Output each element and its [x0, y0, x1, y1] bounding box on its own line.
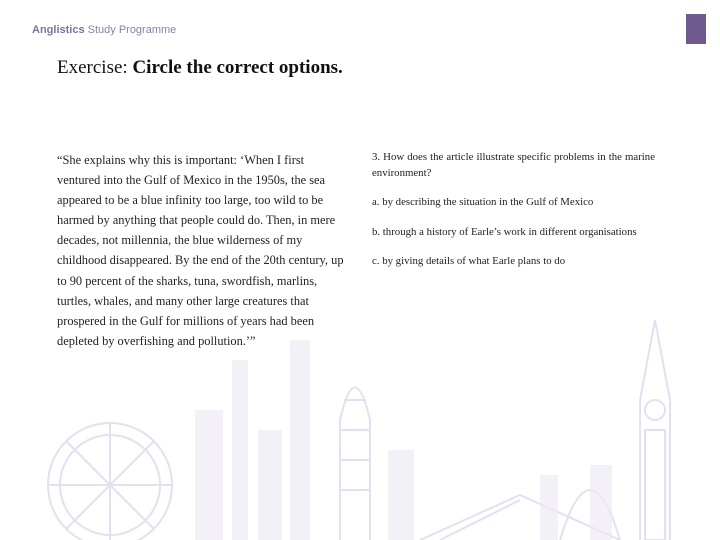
option-c[interactable]: c. by giving details of what Earle plans to do	[372, 255, 566, 267]
brand-header	[32, 24, 176, 36]
quote-passage: “She explains why this is important: ‘When I first ventured into the Gulf of Mexico in the 1950s, the sea appeared to be a blue infinity too large, too wild to be harmed by anything that people could do. Then, in mere decades, not millennia, the blue wilderness of my childhood disappeared. By the end of the 20th century, up to 90 percent of the sharks, tuna, swordfish, marlins, turtles, whales, and many other large creatures that prospered in the Gulf for millions of years had been depleted by overfishing and pollution.’”	[57, 153, 344, 348]
option-b[interactable]: b. through a history of Earle’s work in different organisations	[372, 225, 637, 238]
brand-name: Anglistics	[32, 24, 85, 36]
brand-programme: Study Programme	[84, 24, 177, 36]
gherkin-tower	[340, 388, 370, 540]
option-a[interactable]: a. by describing the situation in the Gulf of Mexico	[372, 196, 594, 208]
exercise-title	[57, 57, 343, 79]
title-prefix: Exercise:	[57, 57, 133, 78]
person-silhouette-icon	[686, 14, 706, 44]
question-text: 3. How does the article illustrate specific problems in the marine environment?	[372, 151, 655, 179]
question-block	[372, 150, 655, 284]
title-instruction: Circle the correct options.	[132, 57, 343, 78]
